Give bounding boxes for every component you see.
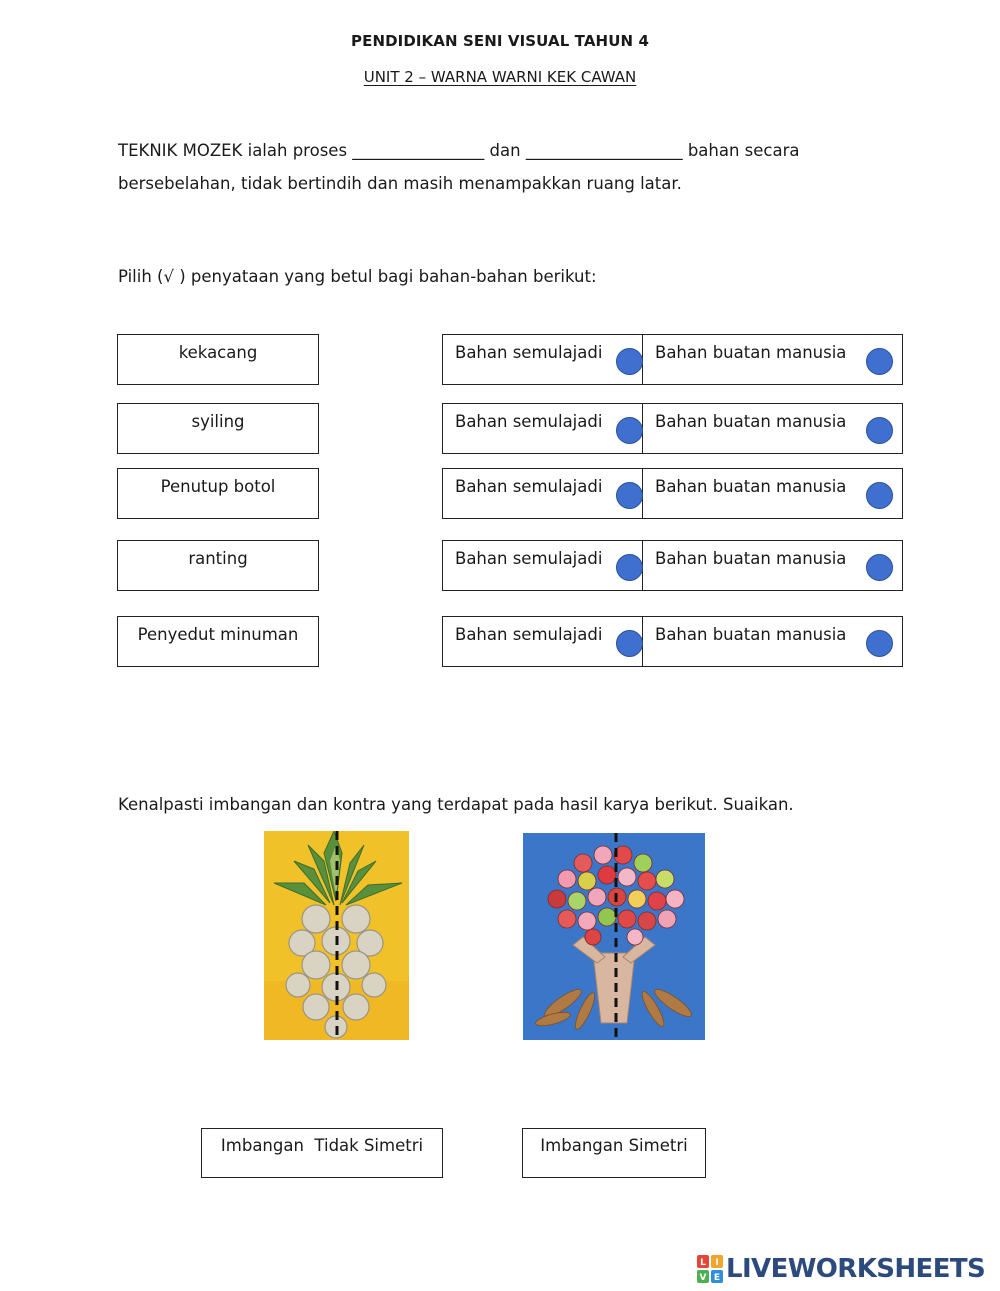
tree-mosaic-image [523,833,705,1040]
radio-semulajadi[interactable] [616,630,643,657]
radio-buatan-manusia[interactable] [866,417,893,444]
option-label-semulajadi: Bahan semulajadi [455,625,603,644]
material-box-penyedut-minuman [117,616,319,667]
option-label-buatan-manusia: Bahan buatan manusia [655,625,847,644]
answer-box-simetri[interactable] [522,1128,706,1178]
option-label-semulajadi: Bahan semulajadi [455,549,603,568]
radio-semulajadi[interactable] [616,348,643,375]
material-label: kekacang [178,343,258,362]
answer-box-tidak-simetri[interactable] [201,1128,443,1178]
logo-letter: E [713,1273,721,1283]
material-box-kekacang [117,334,319,385]
option-row [442,403,903,454]
material-box-ranting [117,540,319,591]
page-subtitle [0,68,1000,86]
definition-line-1: TEKNIK MOZEK ialah proses ________________ dan ___________________ bahan secara [118,141,800,160]
material-label: Penyedut minuman [137,625,299,644]
definition-line-2: bersebelahan, tidak bertindih dan masih menampakkan ruang latar. [118,174,682,193]
option-label-buatan-manusia: Bahan buatan manusia [655,549,847,568]
answer-label: Imbangan Simetri [540,1136,688,1155]
option-label-buatan-manusia: Bahan buatan manusia [655,343,847,362]
option-label-buatan-manusia: Bahan buatan manusia [655,412,847,431]
brand-name: LIVEWORKSHEETS [726,1254,986,1284]
radio-buatan-manusia[interactable] [866,348,893,375]
radio-buatan-manusia[interactable] [866,554,893,581]
option-label-buatan-manusia: Bahan buatan manusia [655,477,847,496]
answer-label: Imbangan Tidak Simetri [220,1136,424,1155]
logo-letter: L [700,1258,706,1268]
material-label: syiling [191,412,245,431]
page-title: PENDIDIKAN SENI VISUAL TAHUN 4 [351,32,649,50]
option-row [442,616,903,667]
radio-semulajadi[interactable] [616,482,643,509]
radio-buatan-manusia[interactable] [866,482,893,509]
subtitle-text: UNIT 2 – WARNA WARNI KEK CAWAN [363,68,637,86]
liveworksheets-brand [697,1253,985,1285]
liveworksheets-logo-icon [697,1255,723,1283]
tree-mosaic-drawing [523,833,705,1040]
section1-instruction: Pilih (√ ) penyataan yang betul bagi bahan-bahan berikut: [118,267,597,286]
option-row [442,334,903,385]
pineapple-mosaic-image [264,831,409,1040]
radio-semulajadi[interactable] [616,417,643,444]
logo-letter: I [715,1258,719,1268]
material-box-syiling [117,403,319,454]
pineapple-mosaic-drawing [264,831,409,1040]
material-box-penutup-botol [117,468,319,519]
option-label-semulajadi: Bahan semulajadi [455,343,603,362]
option-label-semulajadi: Bahan semulajadi [455,412,603,431]
option-row [442,540,903,591]
option-row [442,468,903,519]
material-label: ranting [188,549,248,568]
material-label: Penutup botol [160,477,276,496]
radio-buatan-manusia[interactable] [866,630,893,657]
section2-instruction: Kenalpasti imbangan dan kontra yang terdapat pada hasil karya berikut. Suaikan. [118,795,794,814]
option-label-semulajadi: Bahan semulajadi [455,477,603,496]
radio-semulajadi[interactable] [616,554,643,581]
logo-letter: V [699,1273,707,1283]
